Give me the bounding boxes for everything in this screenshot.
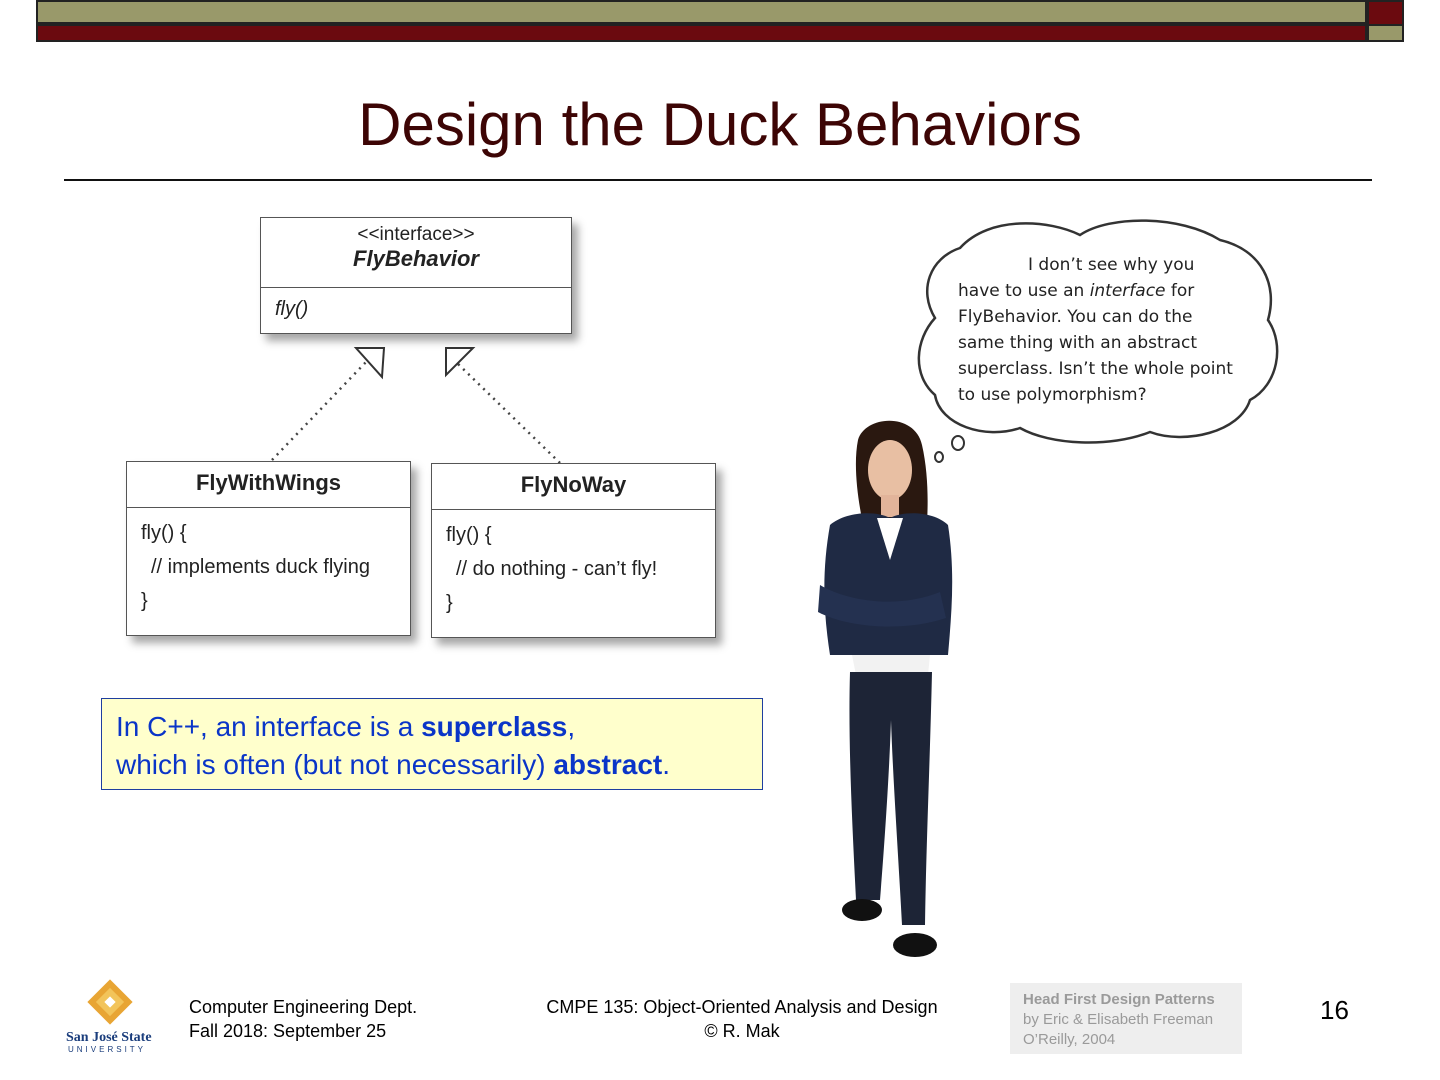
note-bold-superclass: superclass: [421, 711, 568, 742]
class-name: FlyNoWay: [520, 472, 627, 497]
thought-line: same thing with an abstract: [958, 333, 1198, 353]
thought-dot-small: [935, 452, 943, 462]
reference-title: Head First Design Patterns: [1023, 991, 1215, 1008]
note-text: which is often (but not necessarily): [116, 749, 554, 780]
footer-left: [189, 995, 417, 1043]
footer-date: Fall 2018: September 25: [189, 1021, 387, 1041]
logo-university-sub: UNIVERSITY: [68, 1045, 147, 1054]
thought-line: I don’t see why you: [1028, 255, 1195, 275]
footer-center: [520, 995, 964, 1043]
footer-course: CMPE 135: Object-Oriented Analysis and Design: [546, 997, 938, 1017]
note-text: .: [662, 749, 671, 780]
thought-line-part: for: [1165, 281, 1195, 301]
reference-authors: by Eric & Elisabeth Freeman: [1023, 1011, 1214, 1028]
thought-line: FlyBehavior. You can do the: [958, 307, 1193, 327]
code-line: }: [141, 590, 148, 612]
thought-bubble-text: [958, 252, 1258, 408]
code-comment: // do nothing - can’t fly!: [456, 558, 658, 580]
reference-box: [1010, 983, 1242, 1054]
logo-university-name: San José State: [66, 1030, 152, 1045]
note-text: ,: [567, 711, 576, 742]
woman-figure: [818, 421, 952, 957]
interface-method: fly(): [275, 298, 309, 320]
footer-copyright: © R. Mak: [704, 1021, 780, 1041]
code-comment: // implements duck flying: [151, 556, 370, 578]
reference-publisher: O’Reilly, 2004: [1023, 1031, 1116, 1048]
note-bold-abstract: abstract: [553, 749, 663, 780]
slide-title: Design the Duck Behaviors: [358, 91, 1082, 158]
note-text: In C++, an interface is a: [116, 711, 422, 742]
thought-line: to use polymorphism?: [958, 385, 1147, 405]
code-line: fly() {: [446, 524, 492, 546]
thought-dot-large: [952, 436, 964, 450]
thought-line-part: have to use an: [958, 281, 1090, 301]
thought-line: [958, 278, 1258, 304]
thought-emphasis-interface: interface: [1089, 281, 1166, 301]
interface-name: FlyBehavior: [353, 246, 479, 271]
thought-line: superclass. Isn’t the whole point: [958, 359, 1233, 379]
class-name: FlyWithWings: [195, 470, 342, 495]
code-line: }: [446, 592, 453, 614]
interface-stereotype: <<interface>>: [357, 224, 475, 245]
code-line: fly() {: [141, 522, 187, 544]
page-number: 16: [1320, 995, 1349, 1025]
footer-dept: Computer Engineering Dept.: [189, 997, 418, 1017]
